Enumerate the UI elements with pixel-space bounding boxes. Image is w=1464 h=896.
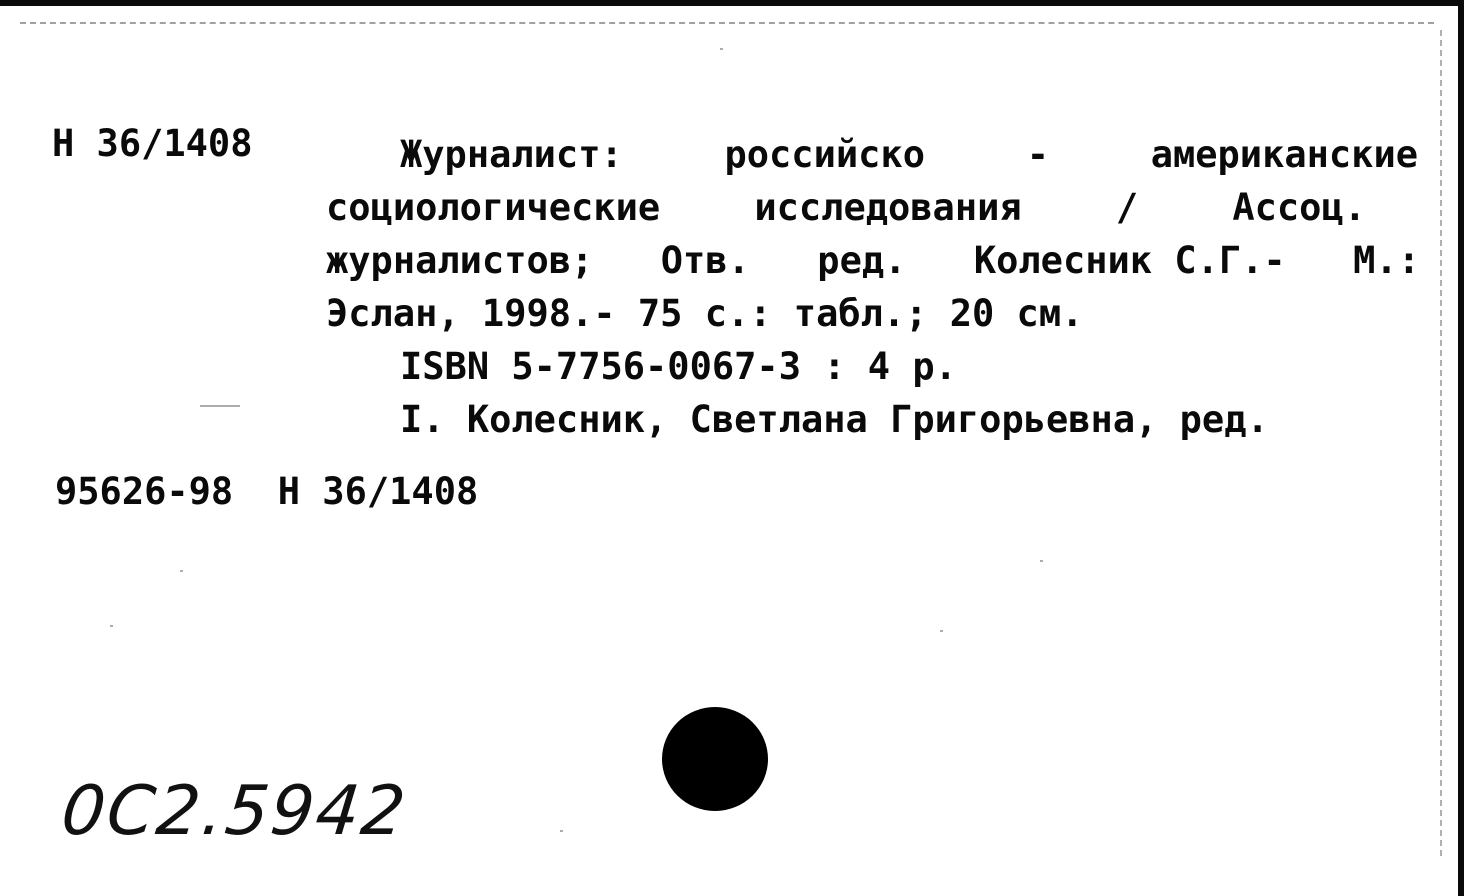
entry-word: Колесник С.Г.- (973, 239, 1286, 282)
scan-speck (720, 48, 723, 50)
entry-line-2 (326, 181, 1366, 234)
entry-word: ред. (817, 239, 907, 282)
entry-word: Журналист: (400, 133, 623, 176)
entry-word: - (1026, 133, 1049, 176)
entry-word: исследования (754, 186, 1022, 229)
entry-word: М.: (1353, 239, 1420, 282)
scan-speck (940, 630, 943, 632)
card-right-edge (1458, 0, 1464, 896)
entry-line-1 (400, 128, 1418, 181)
card-dotted-guide-right (1440, 30, 1442, 856)
entry-word: социологические (326, 186, 661, 229)
card-dotted-guide-top (20, 22, 1434, 24)
entry-word: журналистов; (326, 239, 594, 282)
entry-word: / (1115, 186, 1139, 229)
scan-speck (180, 570, 183, 572)
entry-word: американские (1150, 133, 1418, 176)
entry-line-4: Эслан, 1998.- 75 с.: табл.; 20 см. (326, 292, 1084, 335)
added-entry-line: I. Колесник, Светлана Григорьевна, ред. (400, 398, 1269, 441)
entry-word: российско (724, 133, 925, 176)
scan-speck (200, 405, 240, 407)
entry-word: Ассоц. (1232, 186, 1366, 229)
scan-speck (110, 625, 113, 627)
card-punch-hole (662, 707, 768, 811)
entry-line-3 (326, 234, 1420, 287)
entry-word: Отв. (660, 239, 750, 282)
accession-code: 95626-98 Н 36/1408 (55, 470, 479, 513)
shelfmark: Н 36/1408 (52, 122, 253, 165)
handwritten-number: 0С2.5942 (57, 772, 411, 851)
scan-speck (560, 830, 563, 832)
card-top-edge (0, 0, 1464, 6)
scan-speck (1040, 560, 1043, 562)
isbn-line: ISBN 5-7756-0067-3 : 4 р. (400, 345, 957, 388)
